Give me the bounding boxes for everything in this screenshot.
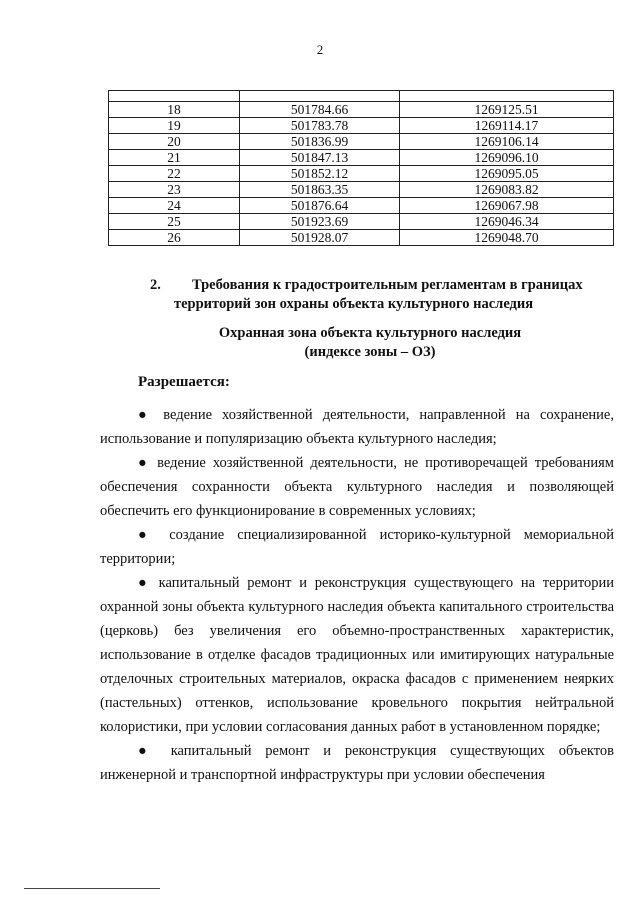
paragraph-5 [100,739,614,787]
bullet-icon: ● [138,407,154,423]
table-row [109,102,614,118]
y-coordinate-cell: 1269125.51 [400,102,614,118]
point-number-cell: 25 [109,214,240,230]
point-number-cell: 22 [109,166,240,182]
y-coordinate-cell: 1269114.17 [400,118,614,134]
table-row-blank [109,91,614,102]
x-coordinate-cell: 501784.66 [240,102,400,118]
table-row [109,182,614,198]
point-number-cell: 23 [109,182,240,198]
y-coordinate-cell: 1269096.10 [400,150,614,166]
bullet-icon: ● [138,743,157,759]
table-cell [240,91,400,102]
allowed-label: Разрешается: [138,374,230,390]
table-row [109,166,614,182]
paragraph-text: капитальный ремонт и реконструкция существующих объектов инженерной и транспортной инфраструктуры при условии обеспечения [100,743,615,783]
zone-title [100,324,640,362]
zone-title-line2: (индексе зоны – ОЗ) [304,344,436,360]
x-coordinate-cell: 501852.12 [240,166,400,182]
table-cell [109,91,240,102]
table-row [109,230,614,246]
point-number-cell: 21 [109,150,240,166]
x-coordinate-cell: 501847.13 [240,150,400,166]
paragraph-2 [100,451,614,523]
paragraph-text: создание специализированной историко-культурной мемориальной территории; [100,527,614,567]
point-number-cell: 19 [109,118,240,134]
bullet-icon: ● [138,575,151,591]
x-coordinate-cell: 501923.69 [240,214,400,230]
point-number-cell: 18 [109,102,240,118]
paragraph-text: ведение хозяйственной деятельности, направленной на сохранение, использование и популяризацию объекта культурного наследия; [100,407,614,447]
table-row [109,150,614,166]
x-coordinate-cell: 501836.99 [240,134,400,150]
y-coordinate-cell: 1269083.82 [400,182,614,198]
point-number-cell: 24 [109,198,240,214]
x-coordinate-cell: 501783.78 [240,118,400,134]
paragraph-4 [100,571,614,739]
section-title-line2: территорий зон охраны объекта культурного наследия [174,296,534,312]
x-coordinate-cell: 501928.07 [240,230,400,246]
page-number: 2 [316,42,324,57]
x-coordinate-cell: 501876.64 [240,198,400,214]
y-coordinate-cell: 1269046.34 [400,214,614,230]
section-number: 2. [150,277,161,293]
paragraph-1 [100,403,614,451]
table-row [109,118,614,134]
bullet-icon: ● [138,527,157,543]
y-coordinate-cell: 1269067.98 [400,198,614,214]
bullet-icon: ● [138,455,151,471]
paragraph-3 [100,523,614,571]
coordinates-table [108,90,614,246]
body-text [100,403,614,787]
point-number-cell: 20 [109,134,240,150]
table-row [109,134,614,150]
y-coordinate-cell: 1269048.70 [400,230,614,246]
zone-title-line1: Охранная зона объекта культурного наследия [218,325,522,341]
x-coordinate-cell: 501863.35 [240,182,400,198]
table-row [109,198,614,214]
table-cell [400,91,614,102]
point-number-cell: 26 [109,230,240,246]
coordinates-table-body [109,91,614,246]
y-coordinate-cell: 1269106.14 [400,134,614,150]
paragraph-text: ведение хозяйственной деятельности, не противоречащей требованиям обеспечения сохранности объекта культурного наследия и позволяющей обеспечить его функционирование в современных условиях; [100,455,614,519]
section-title-line1: Требования к градостроительным регламентам в границах [192,277,583,293]
table-row [109,214,614,230]
paragraph-text: капитальный ремонт и реконструкция существующего на территории охранной зоны объекта культурного наследия объекта капитального строительства (церковь) без увеличения его объемно-пространственных характеристик, использование в отделке фасадов традиционных или имитирующих натуральные отделочных строительных материалов, окраска фасадов с применением неярких (пастельных) оттенков, использование кровельного покрытия нейтральной колористики, при условии согласования данных работ в установленном порядке; [100,575,614,735]
y-coordinate-cell: 1269095.05 [400,166,614,182]
footnote-divider [24,888,160,889]
